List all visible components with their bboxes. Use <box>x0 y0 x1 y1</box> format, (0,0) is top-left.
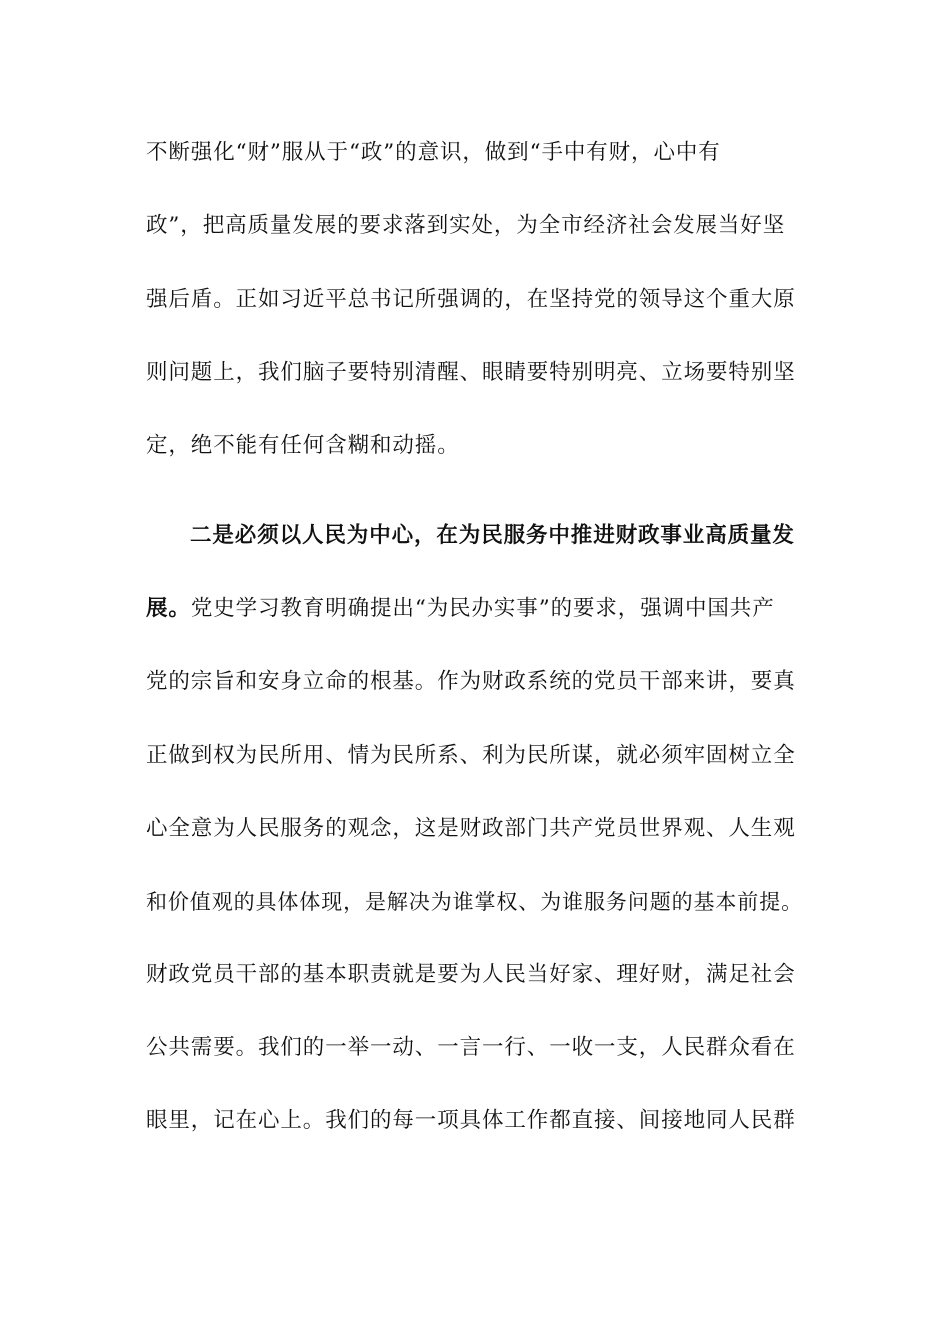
text-line-5: 定，绝不能有任何含糊和动摇。 <box>146 433 460 458</box>
section-heading: 二是必须以人民为中心，在为民服务中推进财政事业高质量发 <box>190 523 795 548</box>
section-line-4: 和价值观的具体体现，是解决为谁掌权、为谁服务问题的基本前提。 <box>146 890 803 914</box>
section-line-6: 公共需要。我们的一举一动、一言一行、一收一支，人民群众看在 <box>146 1035 796 1060</box>
text-line-2: 政”，把高质量发展的要求落到实处，为全市经济社会发展当好坚 <box>146 213 786 238</box>
text-line-1: 不断强化“财”服从于“政”的意识，做到“手中有财，心中有 <box>146 140 721 165</box>
section-line-3: 心全意为人民服务的观念，这是财政部门共产党员世界观、人生观 <box>146 816 796 841</box>
section-line-7: 眼里，记在心上。我们的每一项具体工作都直接、间接地同人民群 <box>146 1108 796 1133</box>
section-heading-continuation <box>146 591 806 627</box>
section-line-1: 党的宗旨和安身立命的根基。作为财政系统的党员干部来讲，要真 <box>146 669 796 694</box>
text-line-3: 强后盾。正如习近平总书记所强调的，在坚持党的领导这个重大原 <box>146 287 796 312</box>
section-line-2: 正做到权为民所用、情为民所系、利为民所谋，就必须牢固树立全 <box>146 743 796 768</box>
section-text-start: 党史学习教育明确提出“为民办实事”的要求，强调中国共产 <box>190 596 775 621</box>
section-line-5: 财政党员干部的基本职责就是要为人民当好家、理好财，满足社会 <box>146 962 796 987</box>
section-heading-end: 展。 <box>146 596 191 621</box>
text-line-4: 则问题上，我们脑子要特别清醒、眼睛要特别明亮、立场要特别坚 <box>146 360 796 385</box>
